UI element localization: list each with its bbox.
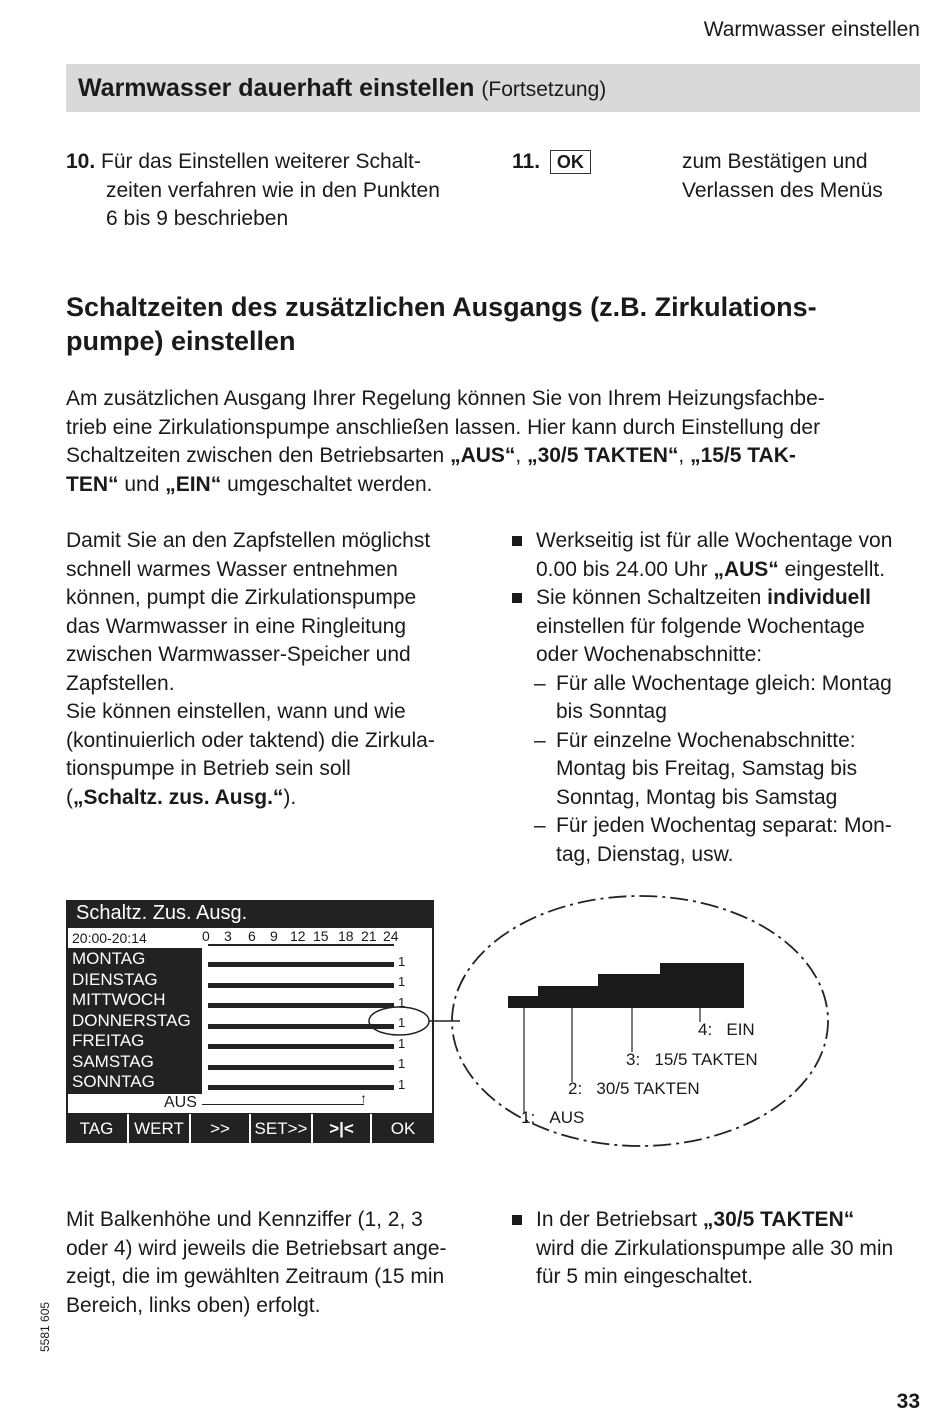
lcd-title: Schaltz. Zus. Ausg. <box>76 902 248 924</box>
ok-key: OK <box>550 150 591 174</box>
document-number: 5581 605 <box>38 1301 52 1352</box>
legend-item-2: 2: 30/5 TAKTEN <box>568 1079 700 1098</box>
lcd-time-range: 20:00-20:14 <box>72 930 147 946</box>
day-value: 1 <box>398 1015 406 1030</box>
legend-item-1: 1: AUS <box>521 1108 585 1127</box>
paragraph-line: das Warmwasser in eine Ringleitung <box>66 614 407 638</box>
day-value: 1 <box>398 1077 406 1092</box>
bullet-square-icon <box>512 536 522 546</box>
intro-line: trieb eine Zirkulationspumpe anschließen lassen. Hier kann durch Einstellung der <box>66 415 821 439</box>
paragraph-line: („Schaltz. zus. Ausg.“). <box>66 785 297 809</box>
step-11 <box>512 148 591 177</box>
bullet-item: In der Betriebsart „30/5 TAKTEN“ wird die Zirkulationspumpe alle 30 min für 5 min eingeschaltet. <box>512 1206 927 1292</box>
legend-item-3: 3: 15/5 TAKTEN <box>626 1050 758 1069</box>
dash-icon: – <box>534 671 546 695</box>
bottom-right-paragraph <box>512 1206 927 1292</box>
bullet-square-icon <box>512 593 522 603</box>
hour-tick: 18 <box>338 928 354 944</box>
paragraph-line: Zapfstellen. <box>66 671 175 695</box>
paragraph-line: Sie können einstellen, wann und wie <box>66 700 406 723</box>
title-continuation: (Fortsetzung) <box>481 78 607 101</box>
day-label: FREITAG <box>72 1031 145 1050</box>
page-number: 33 <box>896 1390 920 1413</box>
dash-icon: – <box>534 814 546 837</box>
bottom-left-paragraph <box>66 1206 486 1320</box>
hour-tick: 9 <box>270 928 278 944</box>
paragraph-line: Mit Balkenhöhe und Kennziffer (1, 2, 3 <box>66 1208 423 1231</box>
day-label: SONNTAG <box>72 1072 155 1091</box>
paragraph-line: können, pumpt die Zirkulationspumpe <box>66 586 417 609</box>
step-11-text <box>682 148 883 205</box>
hour-tick: 12 <box>290 928 306 944</box>
page-title <box>66 64 920 112</box>
paragraph-line: zeigt, die im gewählten Zeitraum (15 min <box>66 1265 445 1288</box>
softkey-tag[interactable]: TAG <box>79 1119 114 1138</box>
bullet-item: Werkseitig ist für alle Wochentage von 0.00 bis 24.00 Uhr „AUS“ eingestellt. <box>512 527 927 584</box>
day-value: 1 <box>398 995 406 1010</box>
cursor-line <box>202 1104 364 1105</box>
day-value: 1 <box>398 954 406 969</box>
step-11-line: Verlassen des Menüs <box>682 178 883 202</box>
mode-step-15-5 <box>598 974 660 1008</box>
day-label: SAMSTAG <box>72 1052 154 1071</box>
day-label: DIENSTAG <box>72 970 158 989</box>
bullet-item: Sie können Schaltzeiten individuell einstellen für folgende Wochentage oder Wochenabschnitte: <box>512 584 927 670</box>
paragraph-line: schnell warmes Wasser entnehmen <box>66 557 398 581</box>
step-11-number: 11. <box>512 150 541 173</box>
softkey-collapse[interactable]: >|< <box>311 1114 370 1143</box>
day-label: DONNERSTAG <box>72 1011 191 1030</box>
dash-item: – Für einzelne Wochenabschnitte: Montag bis Freitag, Samstag bis Sonntag, Montag bis Samstag <box>534 728 858 809</box>
dash-item: – Für alle Wochentage gleich: Montag bis Sonntag <box>534 671 892 723</box>
mode-step-ein <box>660 963 744 1008</box>
paragraph-line: (kontinuierlich oder taktend) die Zirkula- <box>66 728 435 752</box>
day-label: MITTWOCH <box>72 990 166 1009</box>
intro-line: Am zusätzlichen Ausgang Ihrer Regelung können Sie von Ihrem Heizungsfachbe- <box>66 387 825 410</box>
day-value: 1 <box>398 1036 406 1051</box>
hour-tick: 24 <box>383 928 399 944</box>
mode-legend-diagram <box>440 890 840 1160</box>
paragraph-line: tionspumpe in Betrieb sein soll <box>66 757 351 780</box>
day-list <box>68 948 202 1094</box>
step-10-line: zeiten verfahren wie in den Punkten <box>106 178 440 202</box>
softkey-ok[interactable]: OK <box>370 1114 434 1143</box>
intro-line: Schaltzeiten zwischen den Betriebsarten „AUS“, „30/5 TAKTEN“, „15/5 TAK- <box>66 444 796 467</box>
day-label: MONTAG <box>72 949 146 968</box>
intro-paragraph <box>66 385 926 499</box>
dash-item: – Für jeden Wochentag separat: Mon- tag, Dienstag, usw. <box>534 814 892 866</box>
section-heading <box>66 290 817 358</box>
intro-line: TEN“ und „EIN“ umgeschaltet werden. <box>66 472 433 496</box>
lcd-status: AUS <box>164 1094 197 1111</box>
heading-line: pumpe) einstellen <box>66 326 296 356</box>
section-header: Warmwasser einstellen <box>703 18 920 41</box>
softkey-next[interactable]: >> <box>189 1114 249 1143</box>
dash-icon: – <box>534 728 546 752</box>
hour-tick: 15 <box>313 928 329 944</box>
mode-step-30-5 <box>538 986 598 1008</box>
hour-tick: 3 <box>224 928 232 944</box>
step-10-number: 10. <box>66 150 96 173</box>
hour-tick: 6 <box>248 928 256 944</box>
softkey-set[interactable]: SET>> <box>249 1114 311 1143</box>
step-11-line: zum Bestätigen und <box>682 150 868 173</box>
paragraph-line: oder 4) wird jeweils die Betriebsart ange- <box>66 1236 447 1260</box>
left-column <box>66 527 486 812</box>
step-10 <box>66 148 440 234</box>
paragraph-line: zwischen Warmwasser-Speicher und <box>66 643 411 666</box>
day-value: 1 <box>398 974 406 989</box>
paragraph-line: Bereich, links oben) erfolgt. <box>66 1293 321 1317</box>
heading-line: Schaltzeiten des zusätzlichen Ausgangs (z.B. Zirkulations- <box>66 292 817 322</box>
paragraph-line: Damit Sie an den Zapfstellen möglichst <box>66 529 431 552</box>
bullet-square-icon <box>512 1215 522 1225</box>
hour-tick: 0 <box>202 928 210 944</box>
legend-item-4: 4: EIN <box>698 1020 755 1039</box>
step-10-line: 6 bis 9 beschrieben <box>106 207 289 230</box>
day-value: 1 <box>398 1056 406 1071</box>
right-column <box>512 527 927 869</box>
softkey-wert[interactable]: WERT <box>127 1114 189 1143</box>
title-main: Warmwasser dauerhaft einstellen <box>78 74 475 102</box>
cursor-arrow-icon: ↑ <box>360 1090 367 1106</box>
hour-tick: 21 <box>361 928 377 944</box>
step-10-line: Für das Einstellen weiterer Schalt- <box>101 150 421 173</box>
